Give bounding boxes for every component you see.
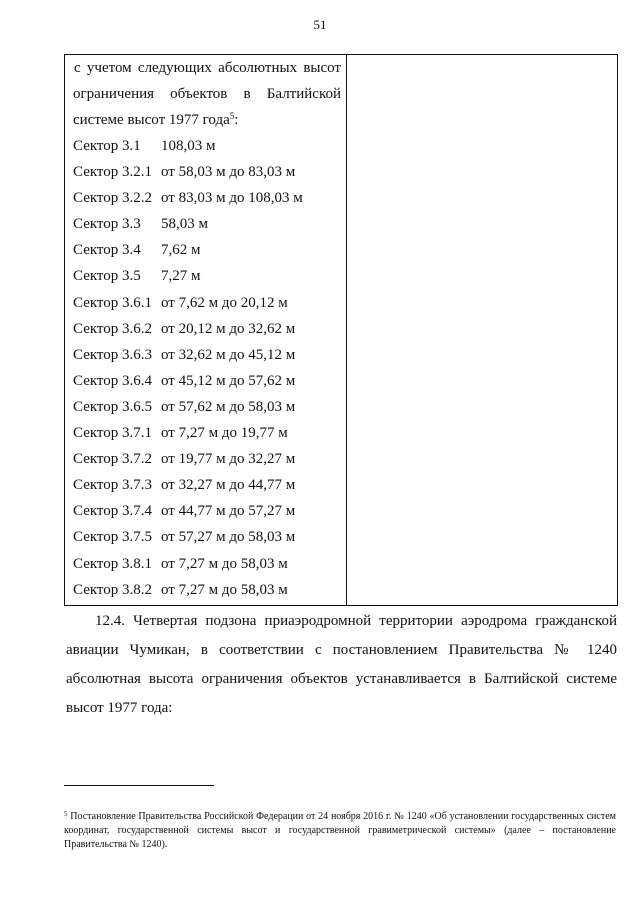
intro-line-2: ограничения объектов в Балтийской — [73, 86, 341, 102]
sector-height-value: от 7,27 м до 58,03 м — [161, 581, 288, 598]
table-row — [73, 133, 341, 159]
sector-name: Сектор 3.6.3 — [73, 346, 153, 363]
sector-height-value: 58,03 м — [161, 216, 208, 233]
sector-name: Сектор 3.7.5 — [73, 529, 153, 546]
footnote-separator — [64, 785, 214, 786]
table-row — [73, 498, 341, 524]
sector-height-value: от 19,77 м до 32,27 м — [161, 451, 296, 468]
sector-height-value: от 32,62 м до 45,12 м — [161, 346, 296, 363]
table-row — [73, 237, 341, 263]
sector-name: Сектор 3.2.2 — [73, 190, 153, 207]
table-row — [73, 394, 341, 420]
sector-name: Сектор 3.6.4 — [73, 372, 153, 389]
height-limits-table — [64, 54, 618, 606]
table-row — [73, 577, 341, 603]
sector-height-value: от 45,12 м до 57,62 м — [161, 372, 296, 389]
footnote-mark: 5 — [64, 810, 68, 818]
table-row — [73, 316, 341, 342]
table-row — [73, 446, 341, 472]
sector-height-value: 7,27 м — [161, 268, 201, 285]
sector-list — [73, 133, 341, 603]
table-row — [73, 420, 341, 446]
table-row — [73, 368, 341, 394]
table-intro — [73, 55, 341, 133]
sector-name: Сектор 3.3 — [73, 216, 141, 233]
sector-height-value: от 7,27 м до 58,03 м — [161, 555, 288, 572]
table-column-divider — [346, 55, 347, 605]
sector-name: Сектор 3.8.1 — [73, 555, 153, 572]
sector-height-value: от 58,03 м до 83,03 м — [161, 164, 296, 181]
sector-name: Сектор 3.8.2 — [73, 581, 153, 598]
sector-name: Сектор 3.1 — [73, 138, 141, 154]
sector-height-value: 108,03 м — [161, 138, 216, 154]
table-row — [73, 263, 341, 289]
footnote — [64, 810, 616, 852]
intro-line-3-tail: : — [234, 112, 239, 128]
section-paragraph: 12.4. Четвертая подзона приаэродромной территории аэродрома гражданской авиации Чумикан, в соответствии с постановлением Правительства № 1240 абсолютная высота ограничения объектов устанавливается в Балтийской системе высот 1977 года: — [66, 613, 617, 716]
sector-name: Сектор 3.6.2 — [73, 320, 153, 337]
table-row — [73, 342, 341, 368]
table-row — [73, 185, 341, 211]
sector-height-value: от 44,77 м до 57,27 м — [161, 503, 296, 520]
sector-name: Сектор 3.7.2 — [73, 451, 153, 468]
table-row — [73, 551, 341, 577]
page-number: 51 — [313, 17, 327, 32]
sector-height-value: от 20,12 м до 32,62 м — [161, 320, 296, 337]
sector-height-value: от 7,62 м до 20,12 м — [161, 294, 288, 311]
footnote-text: Постановление Правительства Российской Федерации от 24 ноября 2016 г. № 1240 «Об установлении государственных систем координат, государственной системы высот и государственной гравиметрической системы» (далее – постановление Правительства № 1240). — [64, 811, 616, 850]
sector-height-value: от 7,27 м до 19,77 м — [161, 425, 288, 442]
sector-height-value: от 57,27 м до 58,03 м — [161, 529, 296, 546]
table-row — [73, 211, 341, 237]
intro-line-3 — [73, 107, 341, 133]
footnote-reference: 5 — [229, 111, 235, 121]
sector-name: Сектор 3.7.3 — [73, 477, 153, 494]
table-row — [73, 524, 341, 550]
sector-height-value: от 83,03 м до 108,03 м — [161, 190, 303, 207]
sector-name: Сектор 3.2.1 — [73, 164, 153, 181]
sector-height-value: от 32,27 м до 44,77 м — [161, 477, 296, 494]
intro-line-1: с учетом следующих абсолютных высот — [74, 60, 341, 76]
sector-name: Сектор 3.6.5 — [73, 398, 153, 415]
sector-name: Сектор 3.6.1 — [73, 294, 153, 311]
sector-name: Сектор 3.7.4 — [73, 503, 153, 520]
intro-line-3-text: системе высот 1977 года — [73, 112, 230, 128]
sector-name: Сектор 3.4 — [73, 242, 141, 259]
sector-name: Сектор 3.7.1 — [73, 425, 153, 442]
table-row — [73, 472, 341, 498]
sector-height-value: 7,62 м — [161, 242, 201, 259]
table-row — [73, 159, 341, 185]
sector-name: Сектор 3.5 — [73, 268, 141, 285]
table-row — [73, 290, 341, 316]
sector-height-value: от 57,62 м до 58,03 м — [161, 398, 296, 415]
